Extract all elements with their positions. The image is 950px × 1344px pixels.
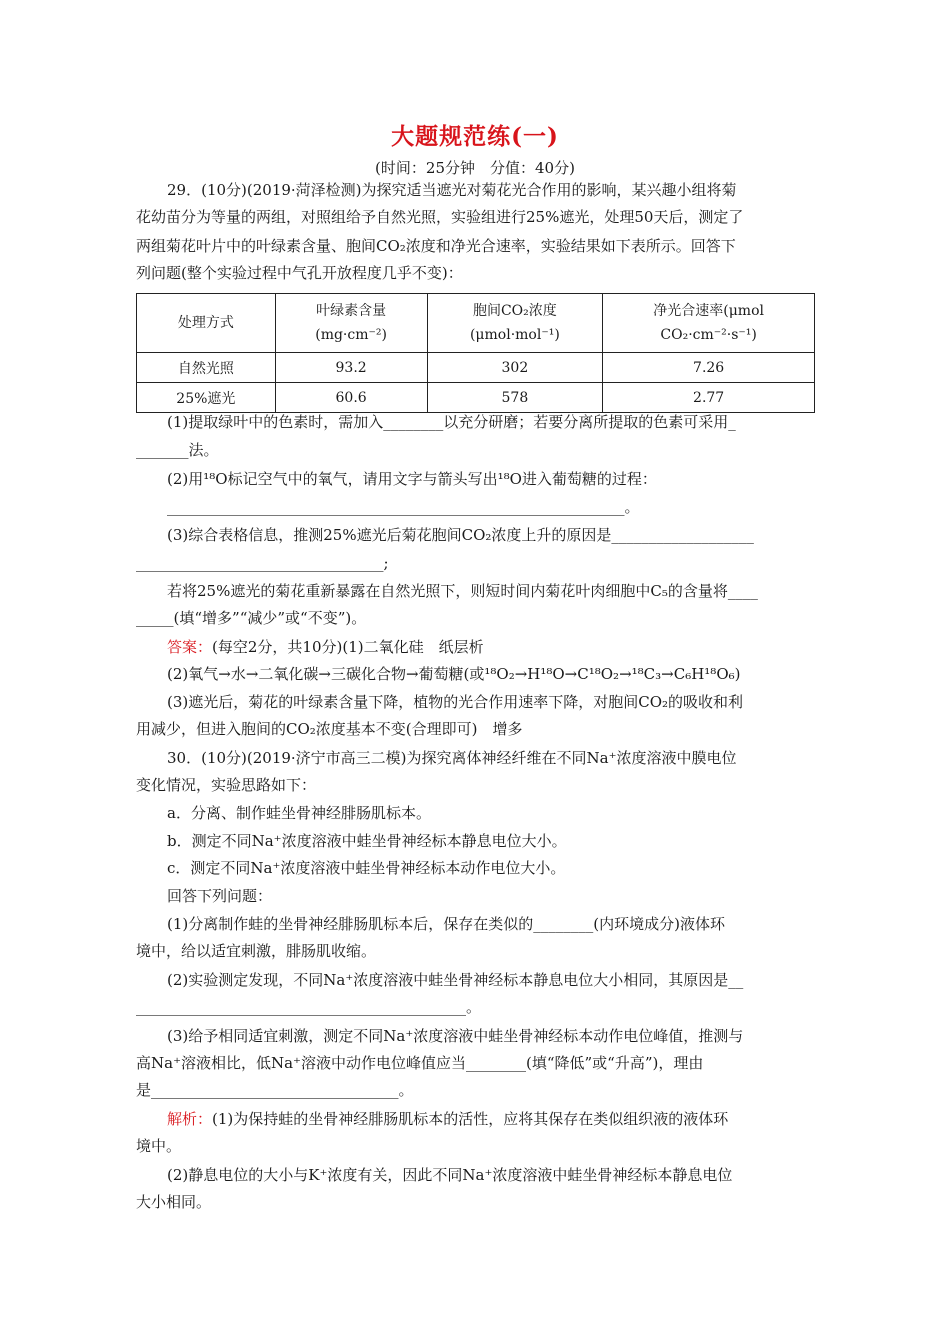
q29-answer-line: (3)遮光后，菊花的叶绿素含量下降，植物的光合作用速率下降，对胞间CO₂的吸收和利	[167, 693, 744, 711]
q30-intro-line: 变化情况，实验思路如下：	[136, 776, 317, 794]
q30-part-line: 是_________________________________。	[136, 1081, 414, 1099]
table-cell: 93.2	[275, 353, 427, 383]
page-title: 大题规范练(一)	[391, 123, 559, 150]
q29-intro-line: 列问题(整个实验过程中气孔开放程度几乎不变)：	[136, 264, 463, 282]
q29-part-line: 若将25%遮光的菊花重新暴露在自然光照下，则短时间内菊花叶肉细胞中C₅的含量将____	[167, 582, 758, 600]
q30-part-line: (1)分离制作蛙的坐骨神经腓肠肌标本后，保存在类似的________(内环境成分)液体环	[167, 915, 725, 933]
q29-part-line: _______法。	[136, 441, 219, 459]
table-cell: 60.6	[275, 383, 427, 413]
answer-label: 答案：	[167, 638, 213, 656]
results-table	[136, 293, 815, 413]
q30-step-line: 回答下列问题：	[167, 887, 273, 905]
q29-intro-line: 29．(10分)(2019·菏泽检测)为探究适当遮光对菊花光合作用的影响，某兴趣小组将菊	[167, 181, 737, 199]
q29-answer-line: (2)氧气→水→二氧化碳→三碳化合物→葡萄糖(或¹⁸O₂→H¹⁸O→C¹⁸O₂→¹⁸C₃→C₆H¹⁸O₆)	[167, 665, 741, 683]
q29-part-line: _________________________________;	[136, 554, 389, 572]
table-row	[137, 383, 815, 413]
q30-analysis-line: 解析：(1)为保持蛙的坐骨神经腓肠肌标本的活性，应将其保存在类似组织液的液体环	[167, 1110, 729, 1128]
q30-part-line: 境中，给以适宜刺激，腓肠肌收缩。	[136, 942, 377, 960]
q29-part-line: (1)提取绿叶中的色素时，需加入________以充分研磨；若要分离所提取的色素可采用_	[167, 413, 736, 431]
q29-intro-line: 两组菊花叶片中的叶绿素含量、胞间CO₂浓度和净光合速率，实验结果如下表所示。回答下	[136, 237, 736, 255]
table-cell: 2.77	[603, 383, 815, 413]
table-header-cell: 叶绿素含量 (mg·cm⁻²)	[275, 294, 427, 353]
q29-answer-line: 用减少，但进入胞间的CO₂浓度基本不变(合理即可) 增多	[136, 720, 523, 738]
q30-part-line: (3)给予相同适宜刺激，测定不同Na⁺浓度溶液中蛙坐骨神经标本动作电位峰值，推测与	[167, 1027, 744, 1045]
table-header-cell: 净光合速率(μmol CO₂·cm⁻²·s⁻¹)	[603, 294, 815, 353]
table-header-row	[137, 294, 815, 353]
q29-part-line: (2)用¹⁸O标记空气中的氧气，请用文字与箭头写出¹⁸O进入葡萄糖的过程：	[167, 470, 657, 488]
table-cell: 7.26	[603, 353, 815, 383]
q30-step-line: a．分离、制作蛙坐骨神经腓肠肌标本。	[167, 804, 431, 822]
table-cell: 自然光照	[137, 353, 276, 383]
table-cell: 578	[427, 383, 603, 413]
q30-part-line: ____________________________________________。	[136, 998, 482, 1016]
q30-part-line: 高Na⁺溶液相比，低Na⁺溶液中动作电位峰值应当________(填“降低”或“升高”)，理由	[136, 1054, 704, 1072]
q29-part-line: (3)综合表格信息，推测25%遮光后菊花胞间CO₂浓度上升的原因是___________________	[167, 526, 754, 544]
q30-intro-line: 30．(10分)(2019·济宁市高三二模)为探究离体神经纤维在不同Na⁺浓度溶液中膜电位	[167, 749, 737, 767]
q30-analysis-line: (2)静息电位的大小与K⁺浓度有关，因此不同Na⁺浓度溶液中蛙坐骨神经标本静息电位	[167, 1166, 733, 1184]
q30-step-line: b．测定不同Na⁺浓度溶液中蛙坐骨神经标本静息电位大小。	[167, 832, 567, 850]
table-cell: 25%遮光	[137, 383, 276, 413]
page-subtitle: (时间：25分钟 分值：40分)	[375, 159, 575, 177]
table-row	[137, 353, 815, 383]
table-header-cell: 处理方式	[137, 294, 276, 353]
q30-analysis-line: 境中。	[136, 1137, 182, 1155]
q29-answer-line: 答案：(每空2分，共10分)(1)二氧化硅 纸层析	[167, 638, 484, 656]
q29-part-line: _____________________________________________________________。	[167, 498, 640, 516]
table-header-cell: 胞间CO₂浓度 (μmol·mol⁻¹)	[427, 294, 603, 353]
q30-step-line: c．测定不同Na⁺浓度溶液中蛙坐骨神经标本动作电位大小。	[167, 859, 566, 877]
table-cell: 302	[427, 353, 603, 383]
q30-part-line: (2)实验测定发现，不同Na⁺浓度溶液中蛙坐骨神经标本静息电位大小相同，其原因是__	[167, 971, 744, 989]
q29-part-line: _____(填“增多”“减少”或“不变”)。	[136, 609, 367, 627]
analysis-label: 解析：	[167, 1110, 213, 1128]
q30-analysis-line: 大小相同。	[136, 1193, 212, 1211]
q29-intro-line: 花幼苗分为等量的两组，对照组给予自然光照，实验组进行25%遮光，处理50天后，测定了	[136, 208, 744, 226]
